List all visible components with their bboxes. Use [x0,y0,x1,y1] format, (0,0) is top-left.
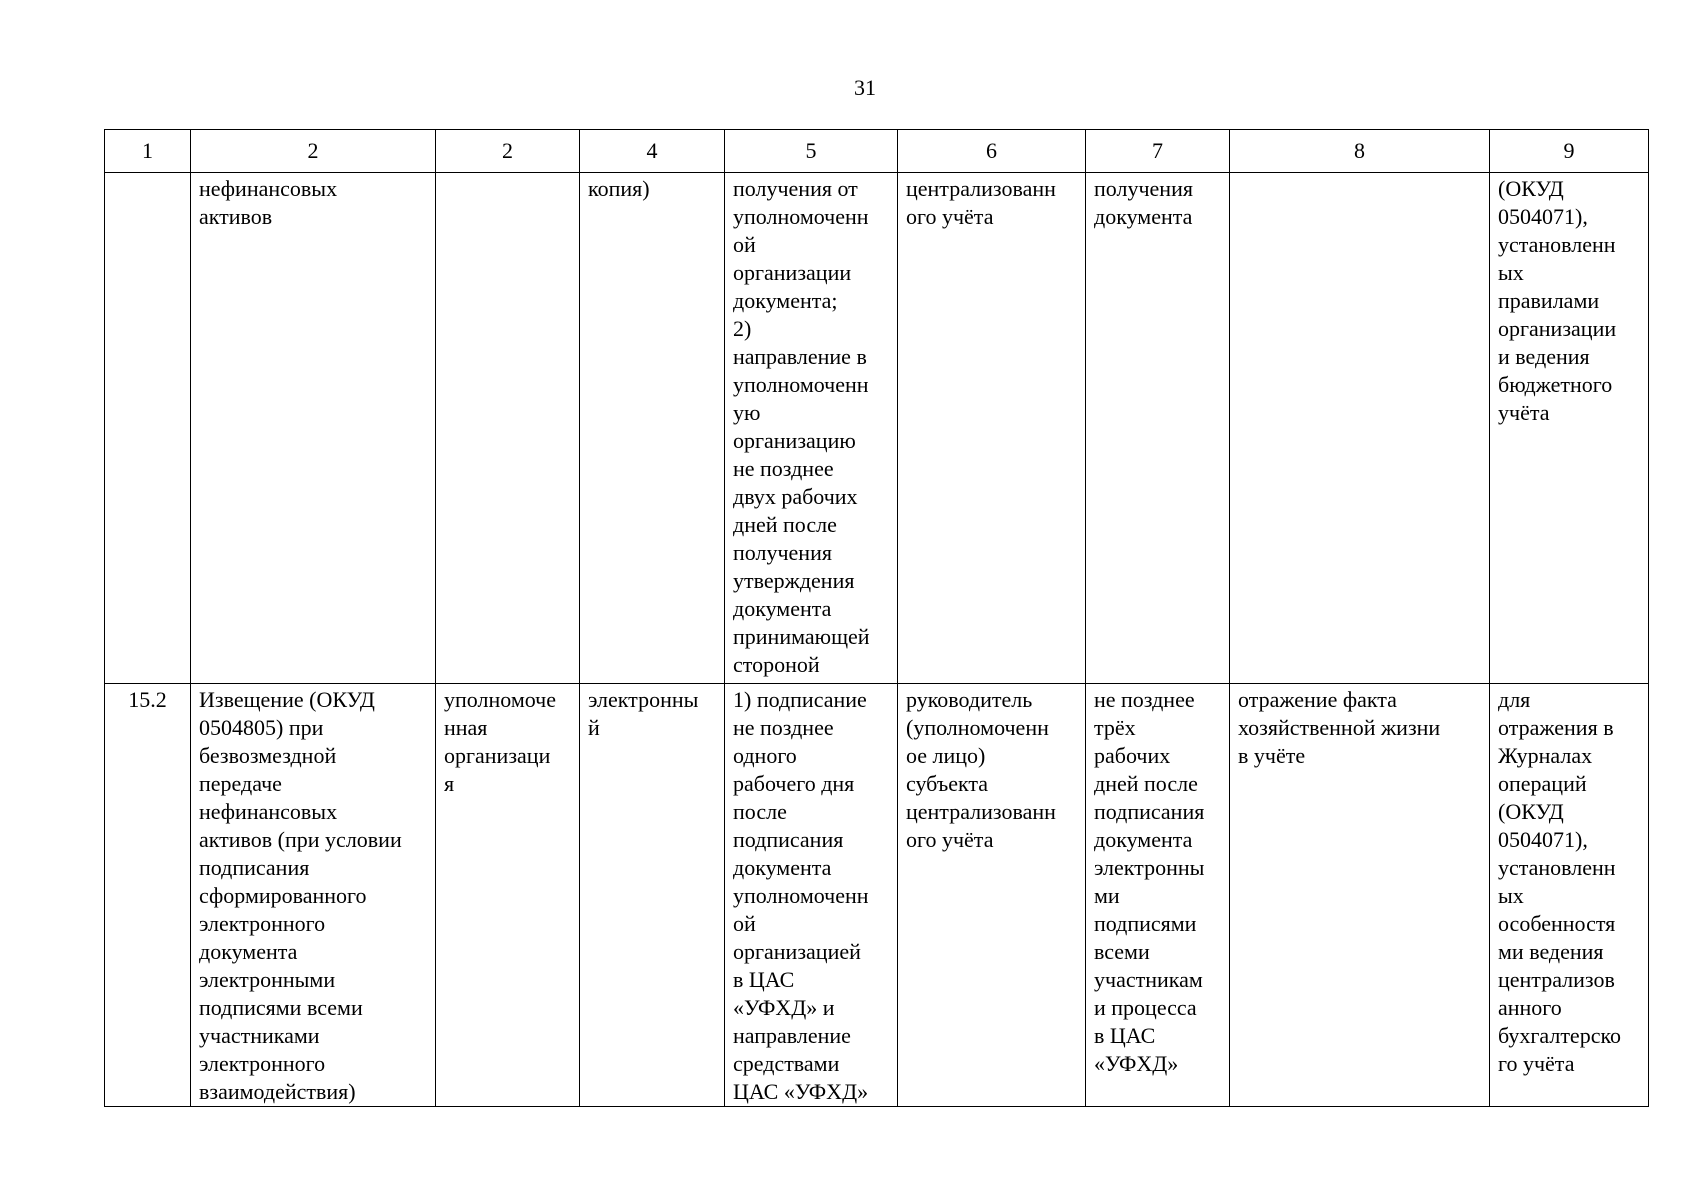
document-form-cell: копия) [580,173,725,684]
submission-term-cell: не позднее трёх рабочих дней после подписания документа электронны ми подписями всеми участникам и процесса в ЦАС «УФХД» [1086,684,1230,1107]
header-cell-col1: 1 [105,130,191,173]
page-number: 31 [854,75,876,100]
deadline-cell: 1) подписание не позднее одного рабочего дня после подписания документа уполномоченн ой организацией в ЦАС «УФХД» и направление средствами ЦАС «УФХД» [725,684,898,1107]
responsible-cell: централизованн ого учёта [898,173,1086,684]
header-cell-col3: 2 [436,130,580,173]
document-name-cell: нефинансовых активов [191,173,436,684]
purpose-cell: отражение факта хозяйственной жизни в учёте [1230,684,1490,1107]
table-header-row [105,130,1649,173]
usage-cell: для отражения в Журналах операций (ОКУД 0504071), установленн ых особенностя ми ведения централизов анного бухгалтерско го учёта [1490,684,1649,1107]
row-number-cell: 15.2 [105,684,191,1107]
header-cell-col9: 9 [1490,130,1649,173]
header-cell-col2: 2 [191,130,436,173]
document-form-cell: электронны й [580,684,725,1107]
header-cell-col6: 6 [898,130,1086,173]
table-row [105,684,1649,1107]
document-table [104,129,1649,1107]
row-number-cell [105,173,191,684]
creator-cell [436,173,580,684]
purpose-cell [1230,173,1490,684]
header-cell-col4: 4 [580,130,725,173]
header-cell-col7: 7 [1086,130,1230,173]
submission-term-cell: получения документа [1086,173,1230,684]
document-name-cell: Извещение (ОКУД 0504805) при безвозмездной передаче нефинансовых активов (при условии подписания сформированного электронного документа электронными подписями всеми участниками электронного взаимодействия) [191,684,436,1107]
responsible-cell: руководитель (уполномоченн ое лицо) субъекта централизованн ого учёта [898,684,1086,1107]
usage-cell: (ОКУД 0504071), установленн ых правилами организации и ведения бюджетного учёта [1490,173,1649,684]
deadline-cell: получения от уполномоченн ой организации документа; 2) направление в уполномоченн ую организацию не позднее двух рабочих дней после получения утверждения документа принимающей стороной [725,173,898,684]
header-cell-col8: 8 [1230,130,1490,173]
table-row [105,173,1649,684]
creator-cell: уполномоче нная организаци я [436,684,580,1107]
header-cell-col5: 5 [725,130,898,173]
